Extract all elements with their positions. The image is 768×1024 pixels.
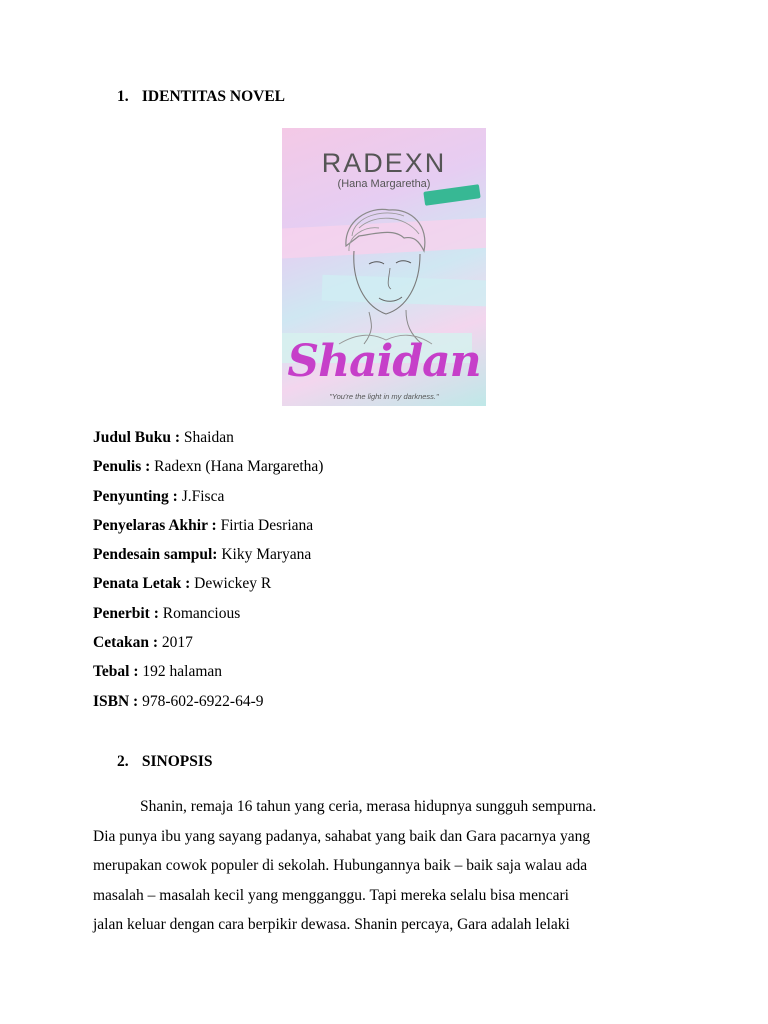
info-row: [93, 687, 323, 716]
info-row: [93, 599, 323, 628]
info-label: Penata Letak :: [93, 575, 191, 593]
info-label: Tebal :: [93, 663, 139, 681]
cover-title: Shaidan: [287, 336, 481, 387]
section-number: 2.: [117, 753, 129, 770]
info-value: 978-602-6922-64-9: [138, 692, 264, 710]
synopsis-line: jalan keluar dengan cara berpikir dewasa. Shanin percaya, Gara adalah lelaki: [93, 916, 570, 933]
info-label: Penyelaras Akhir :: [93, 516, 217, 534]
info-label: Penulis :: [93, 458, 151, 476]
cover-author-real-name: (Hana Margaretha): [337, 178, 431, 190]
info-value: Shaidan: [180, 429, 234, 446]
cover-author: RADEXN: [321, 148, 447, 178]
synopsis-line: Dia punya ibu yang sayang padanya, sahabat yang baik dan Gara pacarnya yang: [93, 827, 591, 845]
info-row: [93, 628, 323, 657]
section-heading-sinopsis: [117, 753, 213, 771]
info-value: J.Fisca: [177, 487, 225, 505]
info-row: [93, 540, 323, 569]
section-number: 1.: [117, 88, 129, 105]
book-cover-image: [282, 128, 486, 406]
synopsis-line: merupakan cowok populer di sekolah. Hubungannya baik – baik saja walau ada: [93, 857, 588, 874]
synopsis-line: masalah – masalah kecil yang mengganggu. Tapi mereka selalu bisa mencari: [93, 886, 569, 904]
info-row: [93, 569, 323, 598]
info-label: Judul Buku :: [93, 429, 181, 446]
info-value: Firtia Desriana: [216, 516, 314, 534]
info-value: Dewickey R: [190, 575, 272, 593]
info-label: Penyunting :: [93, 487, 178, 505]
info-value: Romancious: [158, 604, 241, 622]
info-row: [93, 482, 323, 511]
cover-tagline: "You're the light in my darkness.": [329, 392, 439, 401]
info-row: [93, 452, 323, 481]
section-title: SINOPSIS: [141, 753, 213, 770]
info-label: Penerbit :: [93, 604, 159, 622]
info-label: ISBN :: [93, 692, 139, 710]
info-row: [93, 657, 323, 686]
info-value: Kiky Maryana: [217, 546, 312, 564]
info-value: 2017: [158, 634, 193, 652]
section-title: IDENTITAS NOVEL: [141, 88, 286, 105]
info-value: Radexn (Hana Margaretha): [150, 458, 324, 476]
synopsis-paragraph: [93, 792, 685, 940]
info-row: [93, 511, 323, 540]
info-row: [93, 423, 323, 452]
cover-portrait-illustration: [334, 206, 434, 346]
info-label: Cetakan :: [93, 634, 159, 652]
book-info-list: [93, 423, 323, 716]
synopsis-line: Shanin, remaja 16 tahun yang ceria, merasa hidupnya sungguh sempurna.: [140, 798, 597, 815]
info-label: Pendesain sampul:: [93, 546, 218, 564]
info-value: 192 halaman: [138, 663, 223, 681]
section-heading-identitas: [117, 88, 285, 106]
